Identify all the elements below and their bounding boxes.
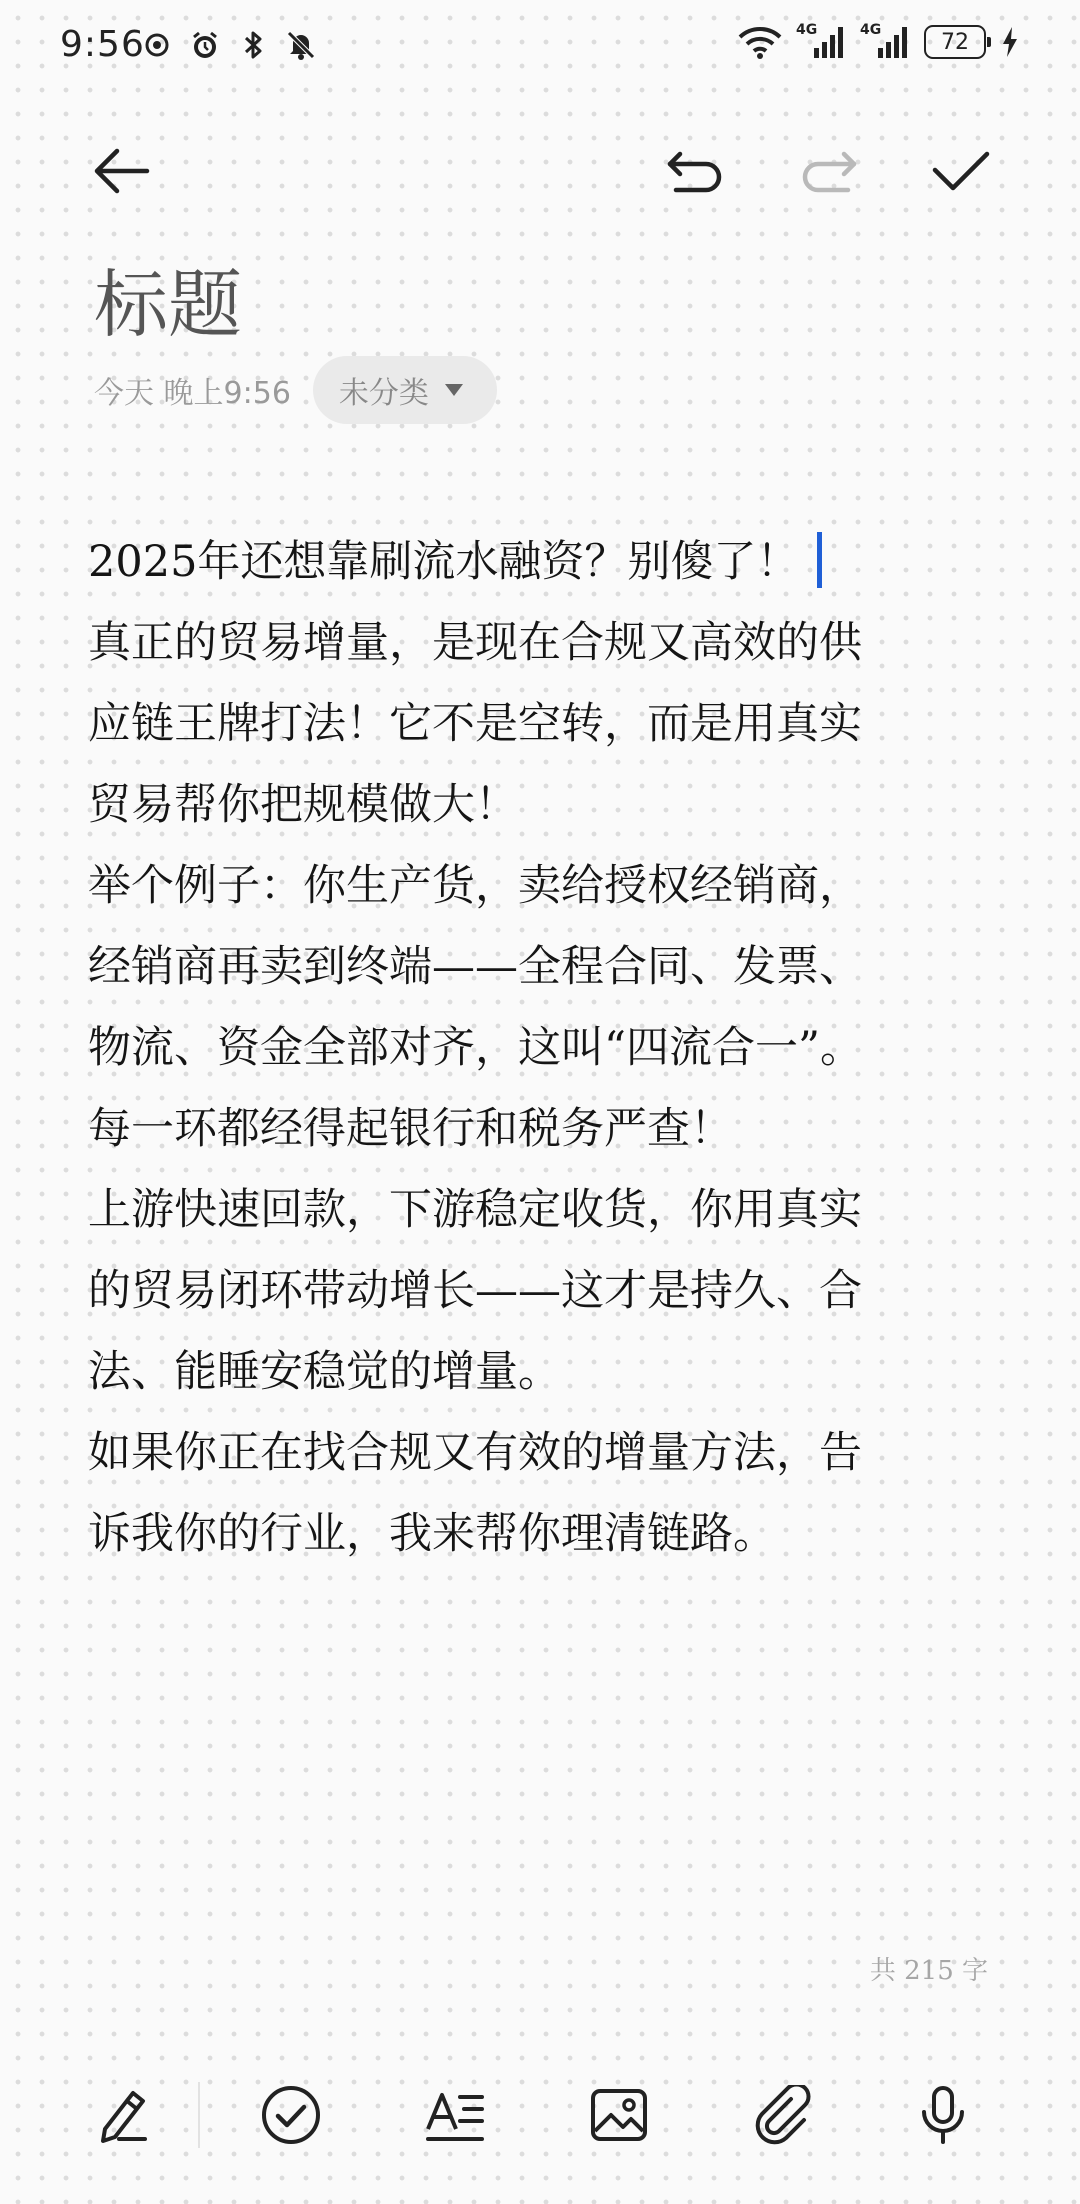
- note-line: 每一环都经得起银行和税务严查！: [88, 1104, 733, 1154]
- note-line: 上游快速回款，下游稳定收货，你用真实: [88, 1185, 862, 1235]
- note-body-editor[interactable]: [88, 522, 988, 1575]
- status-time: 9:56: [60, 24, 145, 65]
- notification-app-icon: [140, 28, 174, 62]
- note-line-text: 2025年还想靠刷流水融资？别傻了！: [88, 537, 800, 587]
- note-line: 举个例子：你生产货，卖给授权经销商，: [88, 861, 862, 911]
- battery-level: 72: [941, 29, 969, 55]
- note-line: 物流、资金全部对齐，这叫“四流合一”。: [88, 1023, 863, 1073]
- bluetooth-icon: [236, 28, 270, 62]
- checklist-icon: [260, 2084, 322, 2146]
- attachment-button[interactable]: [738, 2070, 828, 2160]
- alarm-icon: [188, 28, 222, 62]
- note-line: [88, 522, 988, 603]
- note-date: 今天 晚上9:56: [94, 376, 291, 411]
- back-arrow-icon: [91, 146, 151, 196]
- image-icon: [589, 2087, 649, 2143]
- note-line: 应链王牌打法！它不是空转，而是用真实: [88, 699, 862, 749]
- signal-2-label: 4G: [860, 22, 882, 38]
- insert-image-button[interactable]: [574, 2070, 664, 2160]
- status-right-icons: [738, 24, 1020, 60]
- toolbar-divider: [198, 2082, 200, 2148]
- note-line: 诉我你的行业，我来帮你理清链路。: [88, 1509, 776, 1559]
- text-format-icon: [424, 2087, 486, 2143]
- battery-icon: [924, 25, 986, 59]
- text-format-button[interactable]: [410, 2070, 500, 2160]
- pen-icon: [93, 2085, 153, 2145]
- category-dropdown[interactable]: [313, 356, 497, 424]
- note-line: 法、能睡安稳觉的增量。: [88, 1347, 561, 1397]
- undo-icon: [664, 148, 726, 194]
- text-cursor: [817, 532, 822, 588]
- handwriting-button[interactable]: [78, 2070, 168, 2160]
- chevron-down-icon: [445, 384, 463, 396]
- cellular-signal-2-icon: [860, 24, 910, 60]
- undo-button[interactable]: [660, 136, 730, 206]
- redo-button[interactable]: [794, 136, 864, 206]
- status-bar: [0, 0, 1080, 92]
- cellular-signal-1-icon: [796, 24, 846, 60]
- mute-icon: [284, 28, 318, 62]
- checkmark-icon: [931, 148, 991, 194]
- signal-1-label: 4G: [796, 22, 818, 38]
- wifi-icon: [738, 25, 782, 59]
- note-line: 贸易帮你把规模做大！: [88, 780, 518, 830]
- charging-icon: [1000, 25, 1020, 59]
- bottom-toolbar: [0, 2070, 1080, 2160]
- voice-input-button[interactable]: [898, 2070, 988, 2160]
- word-count: 共 215 字: [869, 1956, 988, 1986]
- checklist-button[interactable]: [246, 2070, 336, 2160]
- attachment-icon: [753, 2085, 813, 2145]
- note-meta: [94, 356, 497, 424]
- editor-toolbar: [0, 120, 1080, 220]
- microphone-icon: [918, 2084, 968, 2146]
- back-button[interactable]: [86, 136, 156, 206]
- status-left-icons: [140, 28, 318, 62]
- note-line: 的贸易闭环带动增长——这才是持久、合: [88, 1266, 862, 1316]
- note-title[interactable]: 标题: [94, 262, 242, 348]
- note-line: 经销商再卖到终端——全程合同、发票、: [88, 942, 862, 992]
- category-label: 未分类: [338, 376, 429, 411]
- done-button[interactable]: [926, 136, 996, 206]
- note-line: 如果你正在找合规又有效的增量方法，告: [88, 1428, 862, 1478]
- redo-icon: [798, 148, 860, 194]
- note-line: 真正的贸易增量，是现在合规又高效的供: [88, 618, 862, 668]
